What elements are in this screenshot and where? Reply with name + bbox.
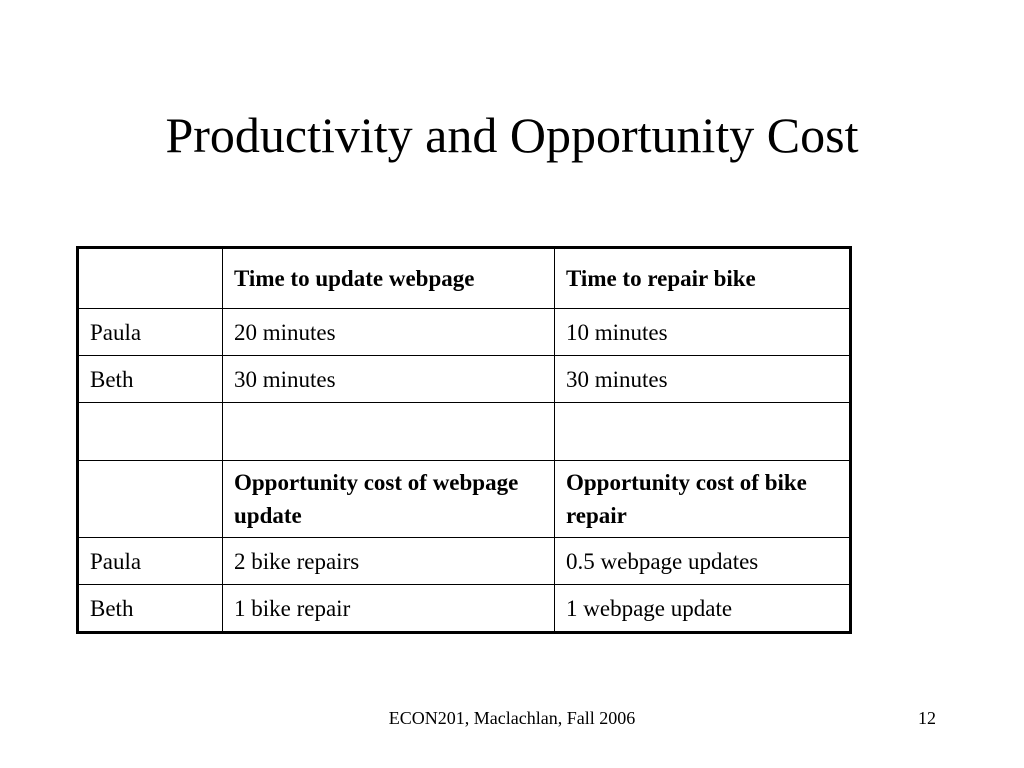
table-header-cell: Time to update webpage xyxy=(223,248,555,309)
page-number: 12 xyxy=(918,708,936,728)
table-cell-name: Beth xyxy=(78,356,223,403)
table-cell: 20 minutes xyxy=(223,309,555,356)
table-cell: 1 webpage update xyxy=(555,585,851,633)
table-header-cell: Opportunity cost of bike repair xyxy=(555,461,851,538)
table-cell-name: Beth xyxy=(78,585,223,633)
table-cell: 10 minutes xyxy=(555,309,851,356)
table-cell-name: Paula xyxy=(78,309,223,356)
table-row xyxy=(78,309,851,356)
table-cell-empty xyxy=(555,403,851,461)
table-header-cell xyxy=(78,461,223,538)
table-cell: 0.5 webpage updates xyxy=(555,538,851,585)
table-header-row xyxy=(78,248,851,309)
slide-footer: ECON201, Maclachlan, Fall 2006 xyxy=(388,708,636,728)
table-blank-row xyxy=(78,403,851,461)
productivity-table xyxy=(76,246,852,634)
table-cell: 1 bike repair xyxy=(223,585,555,633)
table-header-cell: Opportunity cost of webpage update xyxy=(223,461,555,538)
table-cell-empty xyxy=(223,403,555,461)
table-cell: 30 minutes xyxy=(555,356,851,403)
table-cell-name: Paula xyxy=(78,538,223,585)
slide-title: Productivity and Opportunity Cost xyxy=(165,107,859,163)
table-header-row-opportunity-cost xyxy=(78,461,851,538)
table-row xyxy=(78,585,851,633)
table-row xyxy=(78,538,851,585)
table-header-cell xyxy=(78,248,223,309)
table-cell: 30 minutes xyxy=(223,356,555,403)
table-cell: 2 bike repairs xyxy=(223,538,555,585)
table-header-cell: Time to repair bike xyxy=(555,248,851,309)
table-cell-empty xyxy=(78,403,223,461)
table-row xyxy=(78,356,851,403)
